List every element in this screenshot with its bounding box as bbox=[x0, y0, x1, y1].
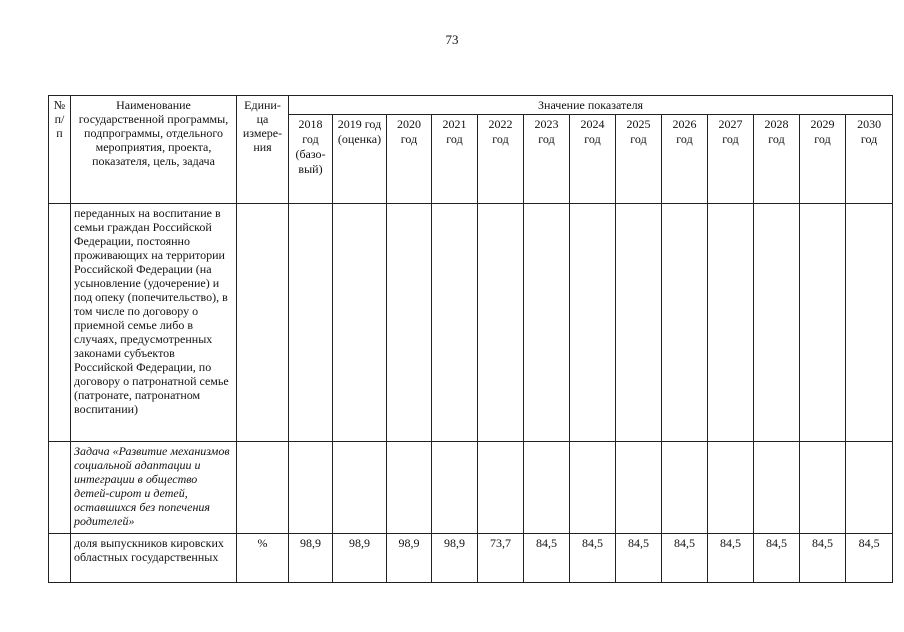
row-value: 98,9 bbox=[432, 534, 478, 583]
row-value bbox=[289, 442, 333, 534]
row-value bbox=[754, 442, 800, 534]
row-value bbox=[616, 442, 662, 534]
row-value bbox=[432, 204, 478, 442]
header-name: Наименование государственной программы, подпрограммы, отдельного мероприятия, проекта, показателя, цель, задача bbox=[71, 96, 237, 204]
row-value: 84,5 bbox=[616, 534, 662, 583]
row-unit bbox=[237, 442, 289, 534]
row-unit bbox=[237, 204, 289, 442]
row-num bbox=[49, 442, 71, 534]
row-value bbox=[846, 204, 893, 442]
table-row bbox=[49, 442, 893, 534]
header-year: 2027 год bbox=[708, 115, 754, 204]
row-value: 84,5 bbox=[846, 534, 893, 583]
row-value bbox=[800, 204, 846, 442]
header-row-top bbox=[49, 96, 893, 115]
row-value bbox=[387, 442, 432, 534]
row-value: 98,9 bbox=[289, 534, 333, 583]
row-value: 73,7 bbox=[478, 534, 524, 583]
row-value bbox=[524, 442, 570, 534]
row-value bbox=[800, 442, 846, 534]
row-value: 84,5 bbox=[800, 534, 846, 583]
row-value bbox=[478, 442, 524, 534]
row-num bbox=[49, 534, 71, 583]
row-value bbox=[289, 204, 333, 442]
header-unit: Едини-ца измере-ния bbox=[237, 96, 289, 204]
header-year: 2018 год (базо-вый) bbox=[289, 115, 333, 204]
header-value-group: Значение показателя bbox=[289, 96, 893, 115]
row-name: доля выпускников кировских областных государственных bbox=[71, 534, 237, 583]
header-year: 2024 год bbox=[570, 115, 616, 204]
row-value bbox=[333, 204, 387, 442]
row-value bbox=[662, 204, 708, 442]
table-row bbox=[49, 204, 893, 442]
header-year: 2023 год bbox=[524, 115, 570, 204]
row-value: 84,5 bbox=[662, 534, 708, 583]
table-row bbox=[49, 534, 893, 583]
row-value bbox=[662, 442, 708, 534]
row-num bbox=[49, 204, 71, 442]
row-value: 84,5 bbox=[708, 534, 754, 583]
row-value bbox=[478, 204, 524, 442]
row-value: 84,5 bbox=[570, 534, 616, 583]
header-year: 2022 год bbox=[478, 115, 524, 204]
header-year: 2029 год bbox=[800, 115, 846, 204]
row-value bbox=[432, 442, 478, 534]
row-value bbox=[708, 442, 754, 534]
row-value bbox=[708, 204, 754, 442]
row-value bbox=[570, 204, 616, 442]
page-number: 73 bbox=[445, 32, 459, 47]
header-year: 2021 год bbox=[432, 115, 478, 204]
row-value bbox=[616, 204, 662, 442]
header-year: 2019 год (оценка) bbox=[333, 115, 387, 204]
header-year: 2030 год bbox=[846, 115, 893, 204]
row-name: Задача «Развитие механизмов социальной адаптации и интеграции в общество детей-сирот и детей, оставшихся без попечения родителей» bbox=[71, 442, 237, 534]
row-name: переданных на воспитание в семьи граждан Российской Федерации, постоянно проживающих на территории Российской Федерации (на усыновление (удочерение) и под опеку (попечительство), в том числе по договору о приемной семье либо в случаях, предусмотренных законами субъектов Российской Федерации, по договору о патронатной семье (патронате, патронатном воспитании) bbox=[71, 204, 237, 442]
row-value bbox=[333, 442, 387, 534]
header-year: 2028 год bbox=[754, 115, 800, 204]
row-value: 84,5 bbox=[754, 534, 800, 583]
header-num: № п/п bbox=[49, 96, 71, 204]
header-year: 2020 год bbox=[387, 115, 432, 204]
row-value bbox=[387, 204, 432, 442]
row-value bbox=[754, 204, 800, 442]
row-value: 84,5 bbox=[524, 534, 570, 583]
row-value: 98,9 bbox=[333, 534, 387, 583]
row-value bbox=[846, 442, 893, 534]
indicator-table bbox=[48, 95, 893, 583]
row-value bbox=[524, 204, 570, 442]
header-year: 2026 год bbox=[662, 115, 708, 204]
row-value: 98,9 bbox=[387, 534, 432, 583]
row-value bbox=[570, 442, 616, 534]
header-year: 2025 год bbox=[616, 115, 662, 204]
row-unit: % bbox=[237, 534, 289, 583]
